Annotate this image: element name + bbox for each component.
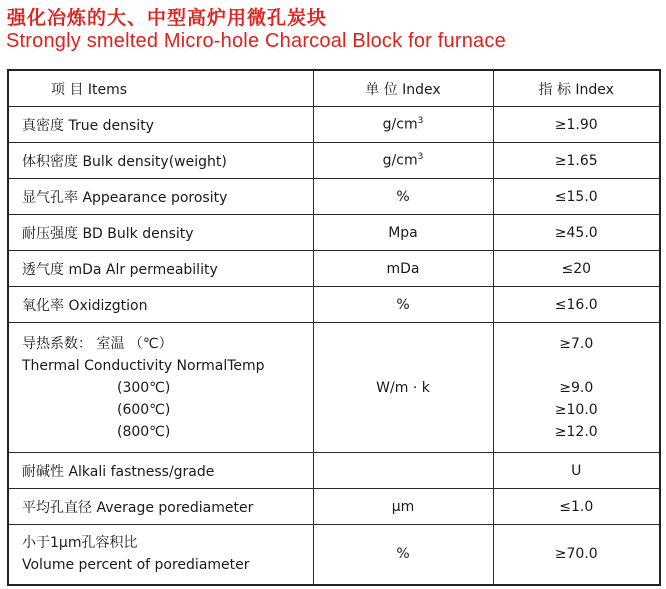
table-row <box>8 489 660 525</box>
table-row <box>8 143 660 179</box>
unit-cell: % <box>313 525 493 585</box>
thermal-value-800: ≥12.0 <box>554 423 598 440</box>
table-row <box>8 287 660 323</box>
table-row <box>8 251 660 287</box>
thermal-line-cn: 导热系数： 室温 （℃） <box>22 335 173 352</box>
unit-cell: $g/cm^3$ <box>313 107 493 143</box>
spec-table <box>7 69 661 586</box>
thermal-unit-cell: W/m · k <box>313 323 493 453</box>
table-row <box>8 215 660 251</box>
thermal-value-300: ≥9.0 <box>559 379 594 396</box>
unit-cell: % <box>313 179 493 215</box>
value-cell: ≥1.90 <box>493 107 660 143</box>
item-cell: 真密度 True density <box>8 107 313 143</box>
title-english: Strongly smelted Micro-hole Charcoal Block for furnace <box>6 30 506 52</box>
thermal-value-room: ≥7.0 <box>559 335 594 352</box>
volume-item-cell <box>8 525 313 585</box>
value-cell: ≥45.0 <box>493 215 660 251</box>
thermal-t800: (800℃) <box>117 423 171 440</box>
title-chinese: 强化冶炼的大、中型高炉用微孔炭块 <box>7 7 328 29</box>
item-cell: 耐碱性 Alkali fastness/grade <box>8 453 313 489</box>
item-cell: 平均孔直径 Average porediameter <box>8 489 313 525</box>
value-cell: ≤20 <box>493 251 660 287</box>
thermal-t600: (600℃) <box>117 401 171 418</box>
value-cell: U <box>493 453 660 489</box>
thermal-value-600: ≥10.0 <box>554 401 598 418</box>
unit-cell: Mpa <box>313 215 493 251</box>
thermal-item-cell <box>8 323 313 453</box>
table-row <box>8 179 660 215</box>
header-item: 项 目 Items <box>8 70 313 107</box>
volume-row <box>8 525 660 585</box>
thermal-line-en: Thermal Conductivity NormalTemp <box>22 357 265 374</box>
volume-line-cn: 小于1μm孔容积比 <box>22 535 138 552</box>
unit-cell: μm <box>313 489 493 525</box>
value-cell: ≤15.0 <box>493 179 660 215</box>
thermal-row <box>8 323 660 453</box>
header-index: 指 标 Index <box>493 70 660 107</box>
thermal-t300: (300℃) <box>117 379 171 396</box>
value-cell: ≥70.0 <box>493 525 660 585</box>
unit-cell: mDa <box>313 251 493 287</box>
volume-line-en: Volume percent of porediameter <box>22 557 250 574</box>
value-cell: ≥1.65 <box>493 143 660 179</box>
table-row <box>8 107 660 143</box>
unit-cell <box>313 453 493 489</box>
value-cell: ≤16.0 <box>493 287 660 323</box>
table-row <box>8 453 660 489</box>
unit-cell: $g/cm^3$ <box>313 143 493 179</box>
header-row <box>8 70 660 107</box>
item-cell: 透气度 mDa Alr permeability <box>8 251 313 287</box>
header-unit: 单 位 Index <box>313 70 493 107</box>
item-cell: 显气孔率 Appearance porosity <box>8 179 313 215</box>
thermal-value-cell <box>493 323 660 453</box>
unit-cell: % <box>313 287 493 323</box>
item-cell: 氧化率 Oxidizgtion <box>8 287 313 323</box>
value-cell: ≤1.0 <box>493 489 660 525</box>
item-cell: 耐压强度 BD Bulk density <box>8 215 313 251</box>
item-cell: 体积密度 Bulk density(weight) <box>8 143 313 179</box>
